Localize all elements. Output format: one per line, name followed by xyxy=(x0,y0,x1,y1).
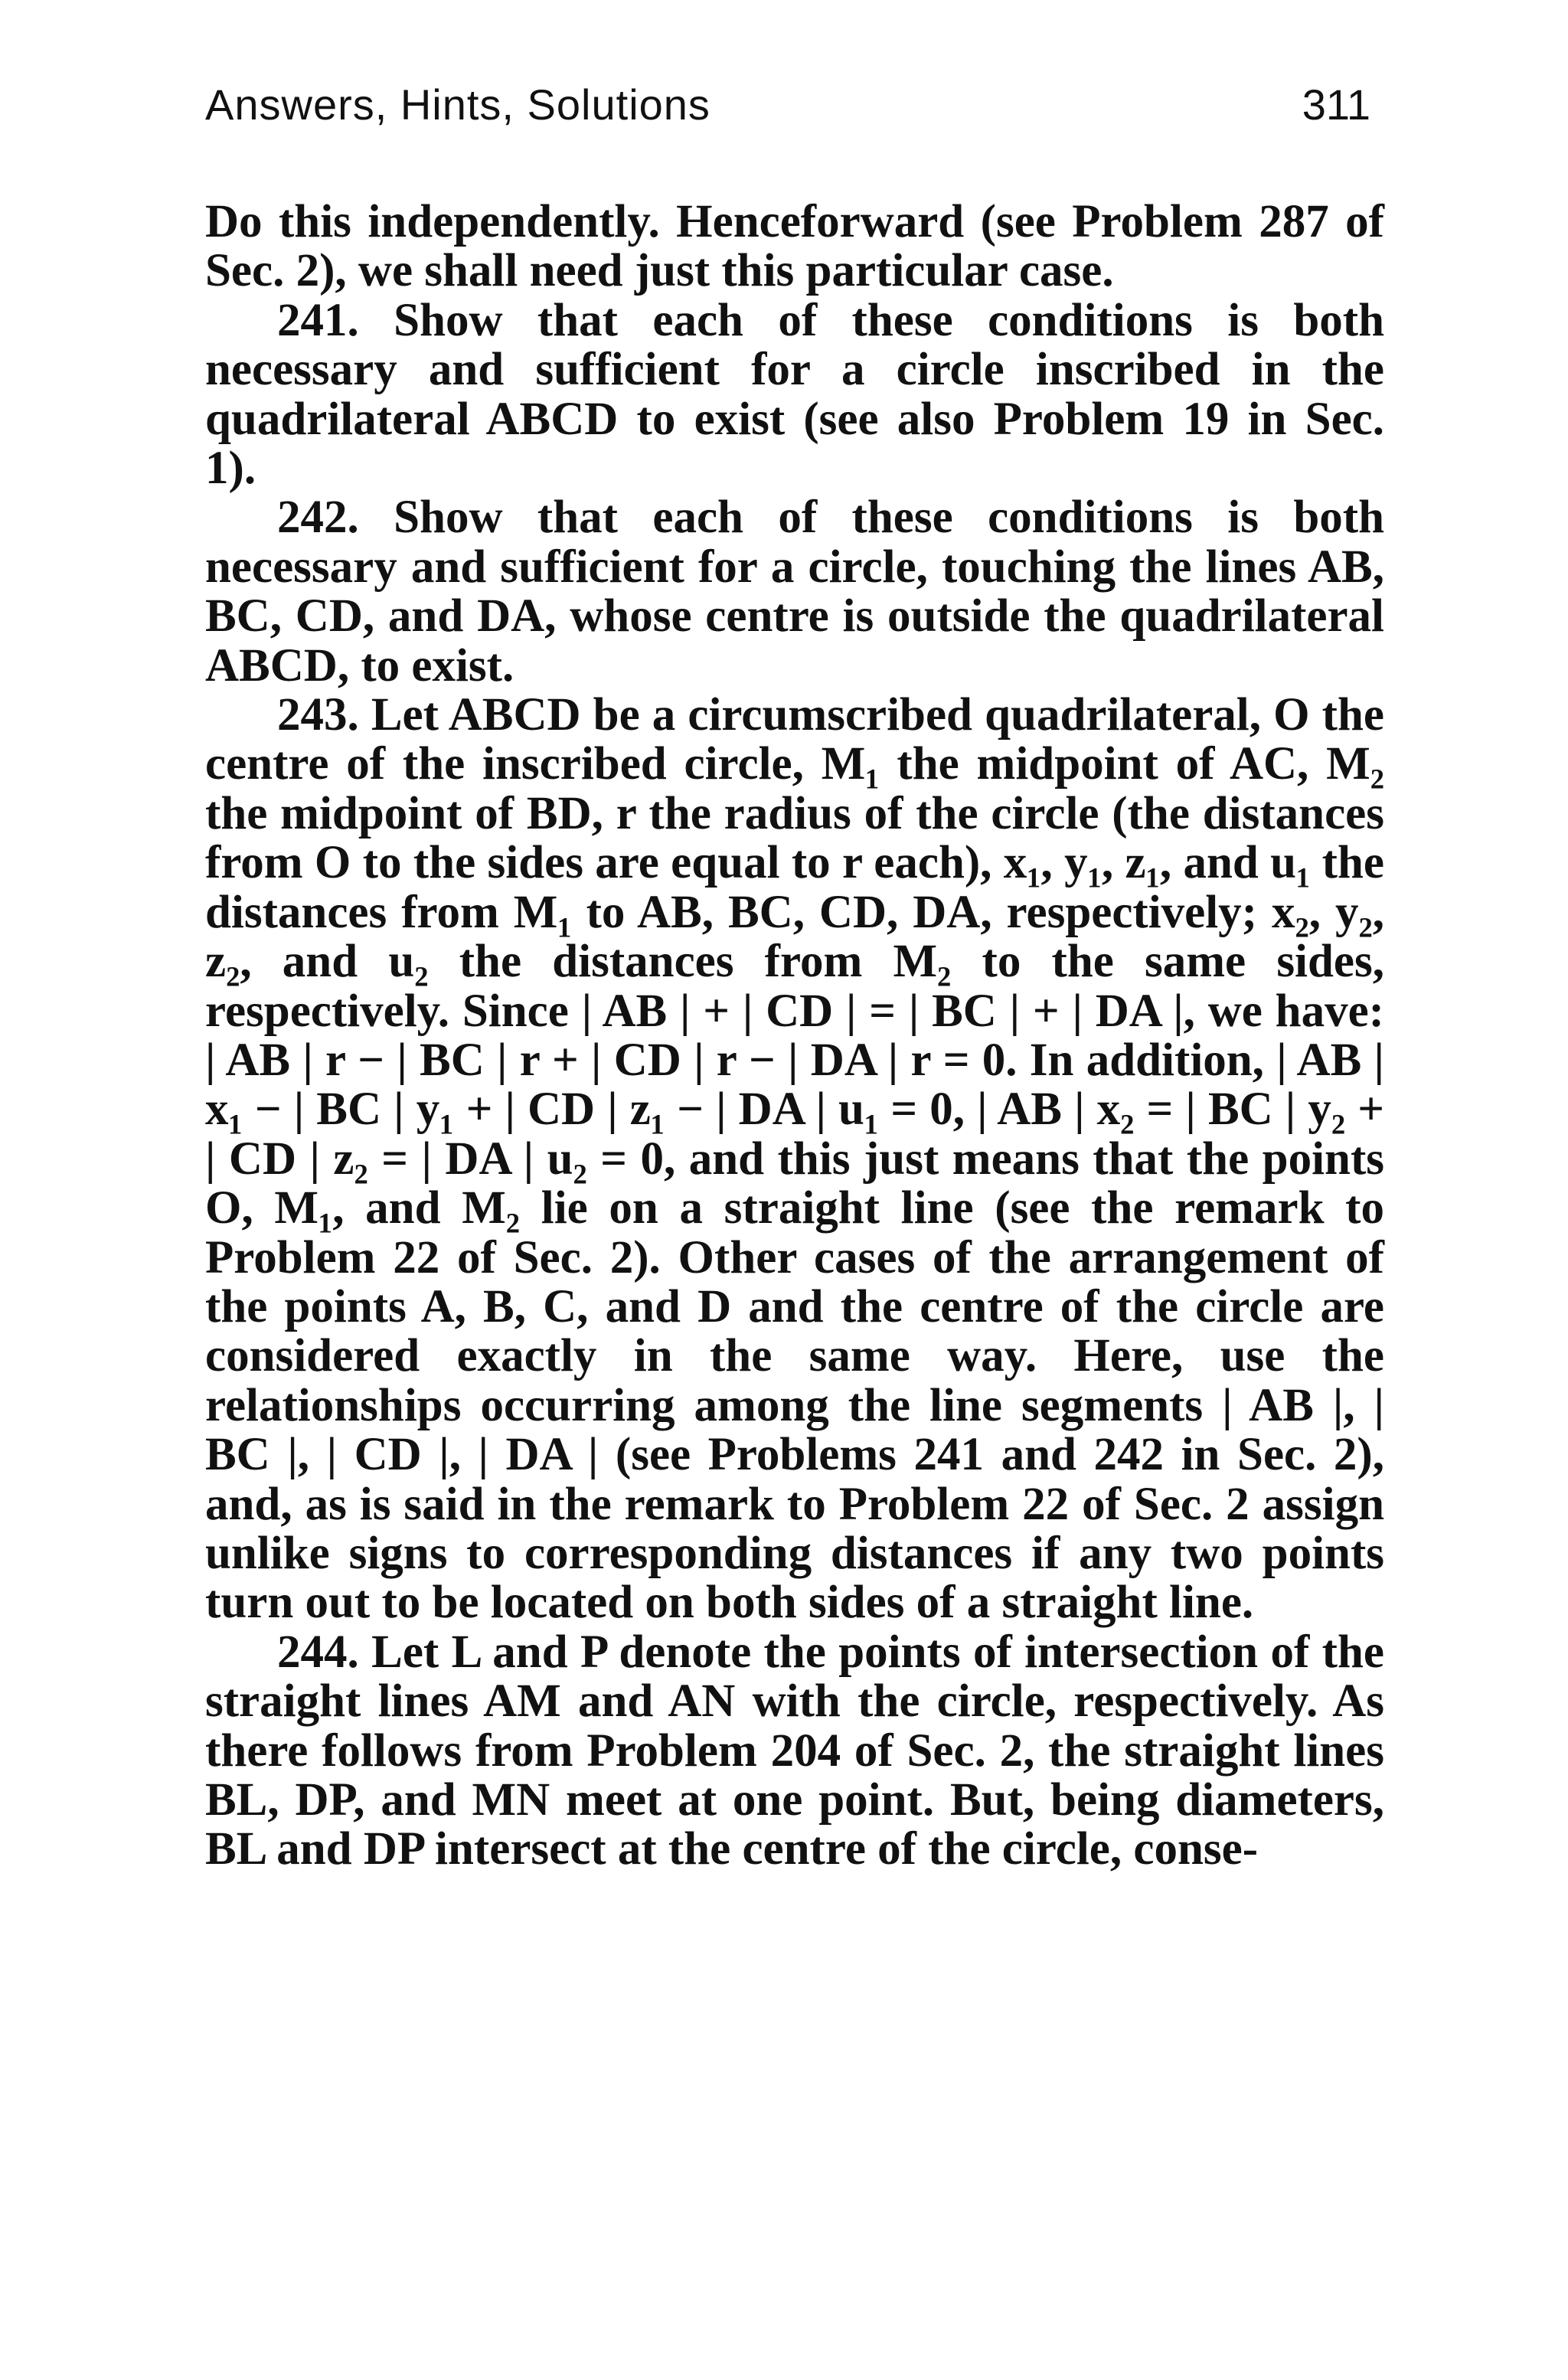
paragraph-text: Show that each of these conditions is both necessary and sufficient for a circle inscribed in the quadrilateral ABCD to exist (see also Problem 19 in Sec. 1). xyxy=(205,294,1384,495)
problem-number: 242. xyxy=(277,492,359,544)
problem-number: 241. xyxy=(277,294,359,346)
problem-number: 243. xyxy=(277,689,359,741)
problem-244 xyxy=(205,1628,1384,1875)
page-header xyxy=(205,80,1370,141)
page-number: 311 xyxy=(1302,80,1370,129)
problem-243 xyxy=(205,691,1384,1628)
problem-241 xyxy=(205,296,1384,494)
paragraph-text: Let ABCD be a circumscribed quadrilateral, O the centre of the inscribed circle, M₁ the midpoint of AC, M₂ the midpoint of BD, r the radius of the circle (the distances from O to the sides are equal to r each), x₁, y₁, z₁, and u₁ the distances from M₁ to AB, BC, CD, DA, respectively; x₂, y₂, z₂, and u₂ the distances from M₂ to the same sides, respectively. Since | AB | + | CD | = | BC | + | DA |, we have: | AB | r − | BC | r + | CD | r − | DA | r = 0. In addition, | AB | x₁ − | BC | y₁ + | CD | z₁ − | DA | u₁ = 0, | AB | x₂ = | BC | y₂ + | CD | z₂ = | DA | u₂ = 0, and this just means that the points O, M₁, and M₂ lie on a straight line (see the remark to Problem 22 of Sec. 2). Other cases of the arrangement of the points A, B, C, and D and the centre of the circle are considered exactly in the same way. Here, use the relationships occurring among the line segments | AB |, | BC |, | CD |, | DA | (see Problems 241 and 242 in Sec. 2), and, as is said in the remark to Problem 22 of Sec. 2 assign unlike signs to corresponding distances if any two points turn out to be located on both sides of a straight line. xyxy=(205,689,1384,1629)
page-body xyxy=(205,198,1384,1875)
paragraph-continuation xyxy=(205,198,1384,296)
paragraph-text: Show that each of these conditions is both necessary and sufficient for a circle, touching the lines AB, BC, CD, and DA, whose centre is outside the quadrilateral ABCD, to exist. xyxy=(205,492,1384,691)
paragraph-text: Let L and P denote the points of intersection of the straight lines AM and AN with the circle, respectively. As there follows from Problem 204 of Sec. 2, the straight lines BL, DP, and MN meet at one point. But, being diameters, BL and DP intersect at the centre of the circle, conse- xyxy=(205,1626,1384,1875)
problem-242 xyxy=(205,493,1384,691)
problem-number: 244. xyxy=(277,1626,359,1678)
running-head: Answers, Hints, Solutions xyxy=(205,80,710,129)
paragraph-text: Do this independently. Henceforward (see Problem 287 of Sec. 2), we shall need just this particular case. xyxy=(205,196,1384,297)
